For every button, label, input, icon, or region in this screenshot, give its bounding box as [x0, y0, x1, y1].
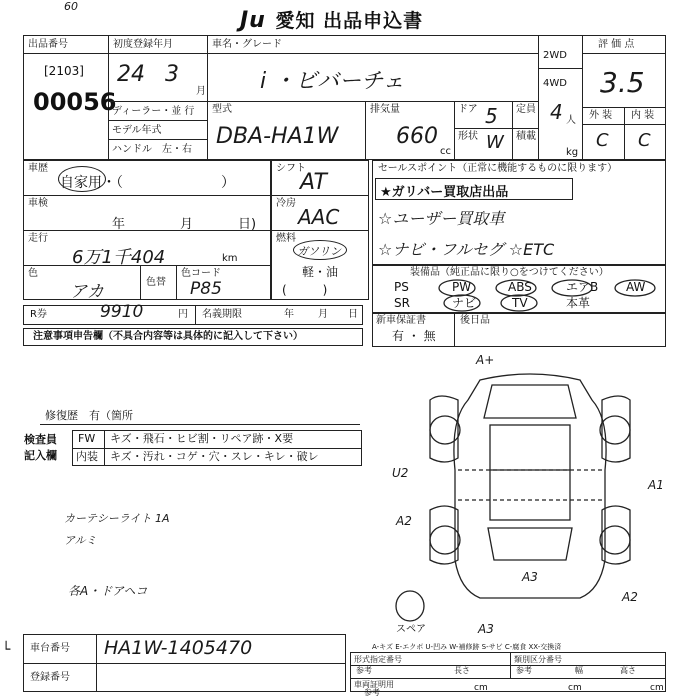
color-swap-label: 色替	[146, 277, 166, 288]
equip-airbag: エアB	[566, 280, 599, 294]
name-expiry-label: 名義期限	[202, 309, 242, 320]
car-name-value: i ・ビバーチェ	[260, 69, 405, 94]
aircon-label: 冷房	[276, 198, 296, 209]
car-name-label: 車名・グレード	[212, 39, 282, 50]
name-month: 月	[318, 309, 328, 320]
mileage-unit: km	[222, 253, 238, 264]
corner-note: 60	[64, 0, 78, 13]
fuel-option: 軽・油	[302, 265, 339, 279]
doors-value: 5	[485, 104, 498, 128]
warranty-label: 新車保証書	[376, 315, 426, 326]
sales-line-1: ☆ユーザー買取車	[378, 209, 505, 228]
first-reg-year: 24	[117, 62, 145, 87]
inspector-fw: FW	[78, 432, 96, 445]
color-value: アカ	[70, 282, 104, 302]
spec-cert-ref: 参考	[364, 688, 380, 697]
spec-class-ref: 参考	[516, 666, 532, 675]
model-label: 型式	[212, 104, 232, 115]
name-year: 年	[284, 309, 294, 320]
load-label: 積載	[516, 131, 536, 142]
spec-type-ref: 参考	[356, 666, 372, 675]
inspector-fw-text: キズ・飛石・ヒビ割・リペア跡・X要	[110, 432, 294, 445]
mark-a1: A1	[648, 478, 664, 492]
recycle-label: R券	[30, 309, 47, 320]
inspector-int: 内装	[76, 450, 98, 463]
spec-hei: 高さ	[620, 666, 636, 675]
first-reg-label: 初度登録年月	[113, 39, 173, 50]
displacement-value: 660	[396, 124, 438, 149]
displacement-label: 排気量	[370, 104, 400, 115]
ju-logo: Ju	[240, 8, 266, 33]
diagram-legend: A-キズ E-エクボ U-凹み W-補修跡 S-サビ C-腐食 XX-交換済	[372, 643, 562, 651]
repair-label: 修復歴 有（箇所	[45, 409, 133, 422]
doors-label: ドア	[458, 104, 478, 115]
shape-value: W	[486, 132, 504, 153]
spare-label: スペア	[396, 624, 426, 635]
color-code-label: 色コード	[181, 268, 221, 279]
spec-unit-3: cm	[650, 683, 664, 693]
fuel-label: 燃料	[276, 233, 296, 244]
mileage-label: 走行	[28, 233, 48, 244]
aircon-value: AAC	[298, 205, 340, 229]
inspector-label-1: 検査員	[24, 433, 57, 446]
equipment-label: 装備品（純正品に限り○をつけてください）	[410, 267, 609, 278]
recycle-unit: 円	[178, 309, 188, 320]
lot-number: 00056	[33, 88, 117, 116]
history-value: 自家用・（ ）	[60, 175, 235, 191]
warranty-value: 有 ・ 無	[392, 329, 436, 343]
equip-sr: SR	[394, 296, 410, 310]
equip-aw: AW	[626, 280, 646, 294]
capacity-value: 4	[550, 100, 563, 124]
fuel-value: ガソリン	[297, 245, 341, 258]
shaken-label: 車検	[28, 198, 48, 209]
first-reg-month: 3	[165, 62, 179, 87]
inspector-label-2: 記入欄	[24, 449, 57, 462]
lot-bracket: [2103]	[44, 64, 84, 78]
note-1: カーテシーライト 1A	[64, 512, 170, 525]
displacement-unit: cc	[440, 146, 451, 157]
shaken-day: 日)	[238, 217, 257, 232]
mileage-value: 6万1千404	[72, 247, 166, 268]
note-2: アルミ	[64, 534, 97, 547]
mark-a2-left: A2	[396, 514, 412, 528]
color-label: 色	[28, 268, 38, 279]
recycle-value: 9910	[100, 302, 144, 322]
interior-label: 内 装	[631, 110, 655, 121]
drive-4wd: 4WD	[543, 78, 567, 89]
title-text: 愛知 出品申込書	[275, 10, 424, 32]
spec-unit-1: cm	[474, 683, 488, 693]
mark-a3-bottom: A3	[478, 622, 494, 636]
fuel-paren: ( )	[282, 283, 328, 297]
mark-a2-right: A2	[622, 590, 638, 604]
lot-label: 出品番号	[28, 39, 68, 50]
dealer-label: ディーラー・並 行	[112, 106, 195, 117]
score-value: 3.5	[600, 66, 645, 99]
shift-value: AT	[300, 170, 327, 195]
sales-banner: ★ガリバー買取店出品	[380, 185, 509, 200]
mark-a-plus: A+	[476, 353, 495, 367]
equip-pw: PW	[452, 280, 472, 294]
reg-no-label: 登録番号	[30, 672, 70, 683]
load-unit: kg	[566, 147, 579, 158]
chassis-label: 車台番号	[30, 643, 70, 654]
spec-len: 長さ	[454, 666, 470, 675]
sales-label: セールスポイント（正常に機能するものに限ります）	[378, 163, 618, 174]
spec-unit-2: cm	[568, 683, 582, 693]
shaken-year: 年	[112, 217, 126, 232]
equip-tv: TV	[512, 296, 528, 310]
sales-line-2: ☆ナビ・フルセグ ☆ETC	[378, 240, 555, 259]
drive-2wd: 2WD	[543, 50, 567, 61]
mark-u2: U2	[392, 466, 409, 480]
model-value: DBA-HA1W	[216, 124, 339, 149]
exterior-value: C	[596, 130, 609, 151]
inspector-int-text: キズ・汚れ・コゲ・穴・スレ・キレ・破レ	[110, 450, 319, 463]
capacity-unit: 人	[566, 115, 576, 126]
handle-label: ハンドル 左・右	[112, 144, 192, 155]
shape-label: 形状	[458, 131, 478, 142]
name-day: 日	[348, 309, 358, 320]
equip-abs: ABS	[508, 280, 532, 294]
first-reg-month-unit: 月	[196, 86, 206, 97]
note-3: 各A・ドアヘコ	[68, 584, 148, 598]
spec-wid: 幅	[575, 666, 583, 675]
interior-value: C	[638, 130, 651, 151]
spec-type-label: 形式指定番号	[354, 655, 402, 664]
spec-class-label: 類別区分番号	[514, 655, 562, 664]
shift-label: シフト	[276, 163, 306, 174]
spec-cert-label: 車両証明用	[354, 680, 394, 689]
equip-navi: ナビ	[452, 296, 477, 310]
after-label: 後日品	[460, 315, 490, 326]
margin-mark: └	[2, 642, 11, 658]
shaken-month: 月	[180, 217, 194, 232]
mark-a3: A3	[522, 570, 538, 584]
capacity-label: 定員	[516, 104, 536, 115]
history-label: 車歴	[28, 163, 48, 174]
equip-ps: PS	[394, 280, 409, 294]
score-label: 評 価 点	[598, 39, 635, 50]
chassis-value: HA1W-1405470	[104, 637, 253, 659]
equip-leather: 本革	[566, 296, 591, 310]
caution-label: 注意事項申告欄（不具合内容等は具体的に記入して下さい）	[33, 331, 303, 342]
exterior-label: 外 装	[589, 110, 613, 121]
color-code-value: P85	[190, 279, 222, 299]
model-year-label: モデル年式	[112, 125, 162, 136]
